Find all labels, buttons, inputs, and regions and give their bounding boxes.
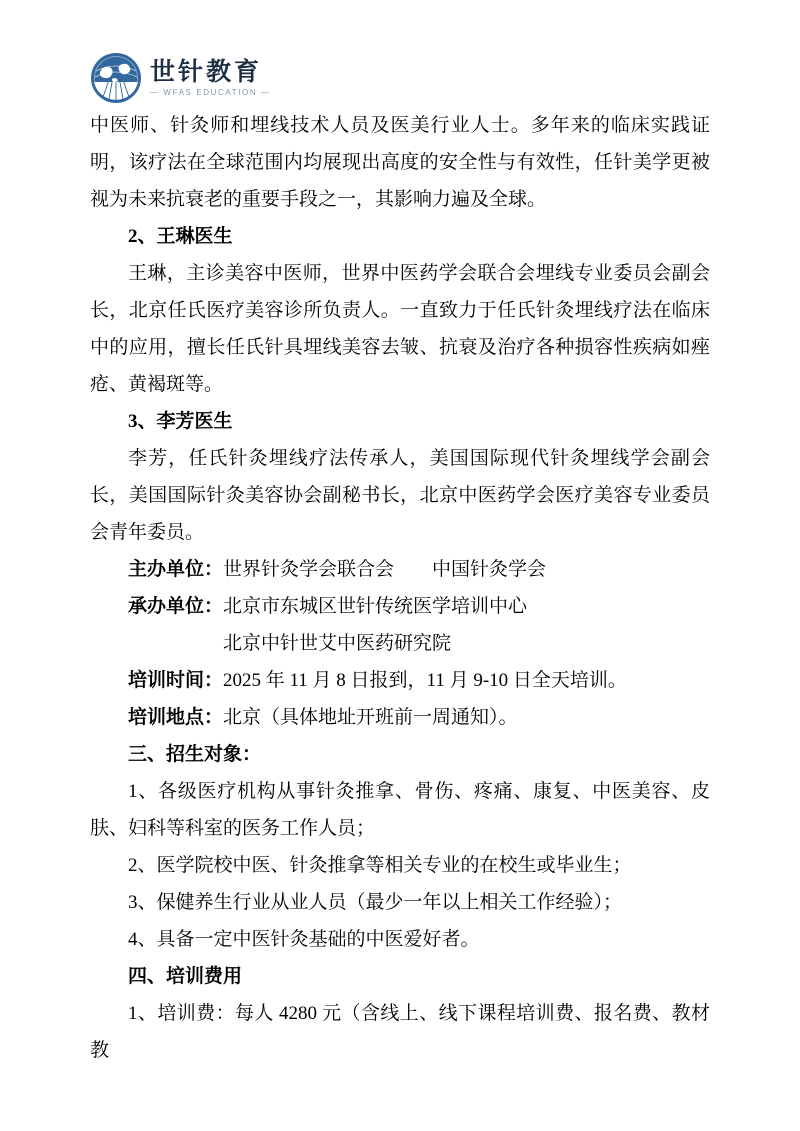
training-time-value: 2025 年 11 月 8 日报到，11 月 9-10 日全天培训。 [223,670,627,691]
organizer-line [90,551,710,588]
training-venue-label: 培训地点： [128,707,224,728]
training-time-line [90,662,710,699]
enrollment-item-4: 4、具备一定中医针灸基础的中医爱好者。 [128,929,480,950]
brand-name: 世针教育 [150,57,263,86]
doctor3-heading: 3、李芳医生 [128,411,233,432]
enrollment-item-3: 3、保健养生行业从业人员（最少一年以上相关工作经验）； [128,892,623,913]
undertaker-line-2: 北京中针世艾中医药研究院 [223,633,452,654]
wfas-logo-icon [90,52,142,104]
enrollment-item-2: 2、医学院校中医、针灸推拿等相关专业的在校生或毕业生； [128,855,632,876]
organizer-value: 世界针灸学会联合会 中国针灸学会 [223,559,547,580]
doctor2-heading: 2、王琳医生 [128,226,233,247]
organizer-label: 主办单位： [128,559,224,580]
document-body [90,107,710,1069]
training-venue-value: 北京（具体地址开班前一周通知）。 [223,707,518,728]
undertaker-value-1: 北京市东城区世针传统医学培训中心 [223,596,528,617]
training-venue-line [90,699,710,736]
doctor3-paragraph: 李芳，任氏针灸埋线疗法传承人，美国国际现代针灸埋线学会副会长，美国国际针灸美容协会副秘书长，北京中医药学会医疗美容专业委员会青年委员。 [90,448,710,543]
undertaker-label: 承办单位： [128,596,224,617]
fee-paragraph: 1、培训费：每人 4280 元（含线上、线下课程培训费、报名费、教材教 [90,1003,710,1061]
brand-subtitle: — WFAS EDUCATION — [150,88,271,98]
section3-heading: 三、招生对象： [128,744,262,765]
training-time-label: 培训时间： [128,670,224,691]
undertaker-line-1 [90,588,710,625]
section4-heading: 四、培训费用 [128,966,243,987]
enrollment-item-1: 1、各级医疗机构从事针灸推拿、骨伤、疼痛、康复、中医美容、皮肤、妇科等科室的医务工作人员； [90,781,710,839]
brand-block [150,59,271,97]
doctor2-paragraph: 王琳，主诊美容中医师，世界中医药学会联合会埋线专业委员会副会长，北京任氏医疗美容诊所负责人。一直致力于任氏针灸埋线疗法在临床中的应用，擅长任氏针具埋线美容去皱、抗衰及治疗各种损容性疾病如痤疮、黄褐斑等。 [90,263,710,395]
letterhead [90,52,710,104]
continuation-paragraph: 中医师、针灸师和埋线技术人员及医美行业人士。多年来的临床实践证明，该疗法在全球范围内均展现出高度的安全性与有效性，任针美学更被视为未来抗衰老的重要手段之一，其影响力遍及全球。 [90,115,710,210]
